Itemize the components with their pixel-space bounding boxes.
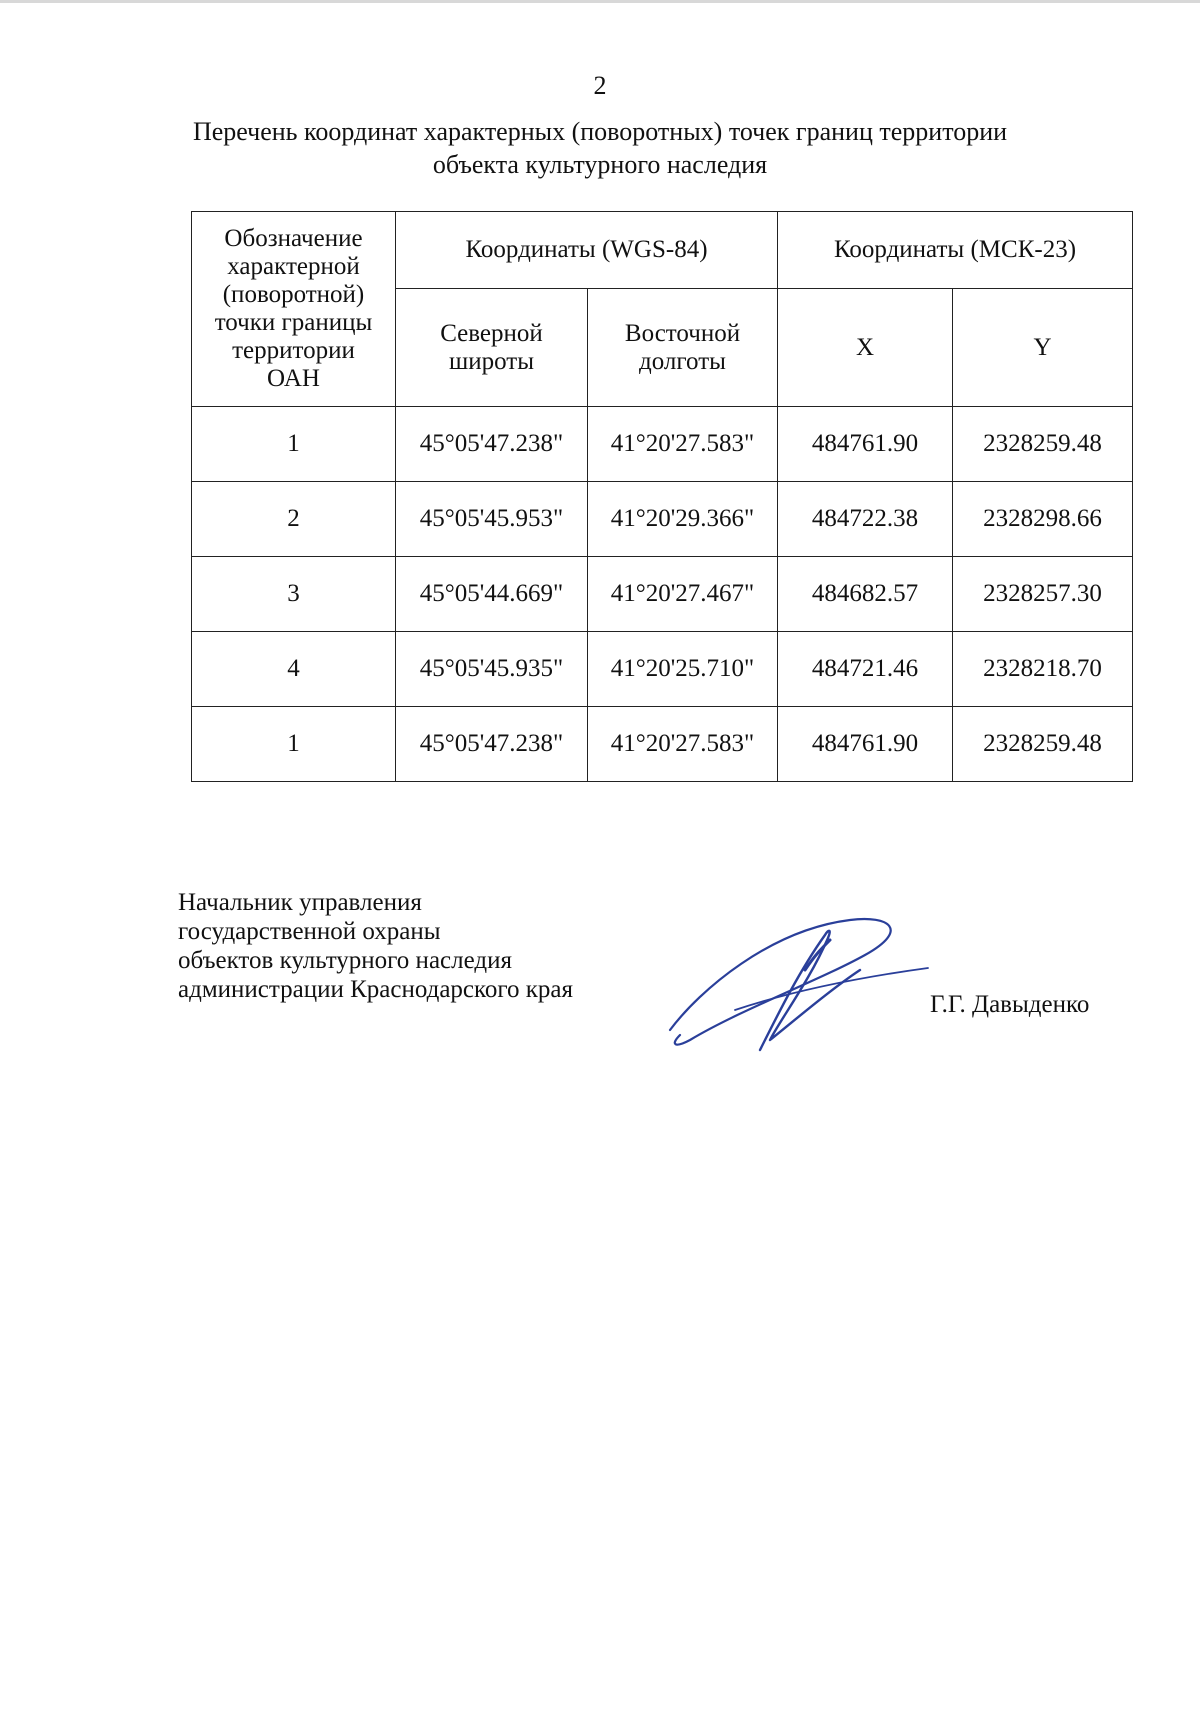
subheader-x: X [778, 289, 953, 407]
scan-top-edge [0, 0, 1200, 3]
cell-longitude: 41°20'27.467" [588, 557, 778, 632]
signatory-position-line: Начальник управления [178, 889, 422, 916]
cell-point: 4 [192, 632, 396, 707]
subheader-east-line: Восточной [624, 319, 741, 347]
signatory-name: Г.Г. Давыденко [930, 991, 1090, 1018]
cell-latitude: 45°05'47.238" [396, 707, 588, 782]
cell-x: 484722.38 [778, 482, 953, 557]
signatory-position-line: администрации Краснодарского края [178, 976, 574, 1003]
cell-longitude: 41°20'29.366" [588, 482, 778, 557]
signatory-position [178, 888, 573, 1004]
subheader-east-line: долготы [639, 347, 726, 375]
cell-y: 2328218.70 [953, 632, 1133, 707]
table-row [192, 632, 1133, 707]
cell-x: 484682.57 [778, 557, 953, 632]
coordinates-table [191, 211, 1133, 782]
subheader-y: Y [953, 289, 1133, 407]
document-title [150, 115, 1050, 181]
header-wgs84: Координаты (WGS-84) [396, 212, 778, 289]
cell-longitude: 41°20'27.583" [588, 707, 778, 782]
table-row [192, 707, 1133, 782]
table-row [192, 482, 1133, 557]
table-row [192, 407, 1133, 482]
cell-point: 3 [192, 557, 396, 632]
handwritten-signature [650, 910, 930, 1060]
cell-y: 2328257.30 [953, 557, 1133, 632]
cell-y: 2328259.48 [953, 407, 1133, 482]
subheader-north-line: широты [448, 347, 535, 375]
header-point-line: Обозначение [224, 225, 363, 252]
header-msk23: Координаты (МСК-23) [778, 212, 1133, 289]
signatory-position-line: государственной охраны [178, 918, 441, 945]
cell-latitude: 45°05'44.669" [396, 557, 588, 632]
cell-longitude: 41°20'25.710" [588, 632, 778, 707]
cell-latitude: 45°05'45.953" [396, 482, 588, 557]
cell-y: 2328259.48 [953, 707, 1133, 782]
cell-x: 484721.46 [778, 632, 953, 707]
header-point-line: ОАН [267, 365, 320, 392]
signature-stroke [760, 931, 860, 1050]
subheader-east-longitude [588, 289, 778, 407]
table-row [192, 557, 1133, 632]
subheader-north-line: Северной [440, 319, 543, 347]
document-title-line-1: Перечень координат характерных (поворотных) точек границ территории [192, 117, 1008, 146]
cell-x: 484761.90 [778, 407, 953, 482]
header-point-line: характерной [227, 253, 360, 280]
header-point-line: точки границы [214, 309, 373, 336]
header-point-line: территории [232, 337, 355, 364]
cell-x: 484761.90 [778, 707, 953, 782]
signatory-position-line: объектов культурного наследия [178, 947, 512, 974]
page-number: 2 [593, 71, 607, 100]
document-title-line-2: объекта культурного наследия [432, 150, 768, 179]
cell-longitude: 41°20'27.583" [588, 407, 778, 482]
table-header-row [192, 212, 1133, 289]
cell-point: 1 [192, 707, 396, 782]
signature-strokes [670, 919, 928, 1050]
header-point-designation [192, 212, 396, 407]
header-point-line: (поворотной) [222, 281, 365, 308]
cell-point: 1 [192, 407, 396, 482]
cell-latitude: 45°05'47.238" [396, 407, 588, 482]
cell-latitude: 45°05'45.935" [396, 632, 588, 707]
subheader-north-latitude [396, 289, 588, 407]
signature-stroke [670, 919, 891, 1045]
cell-y: 2328298.66 [953, 482, 1133, 557]
cell-point: 2 [192, 482, 396, 557]
